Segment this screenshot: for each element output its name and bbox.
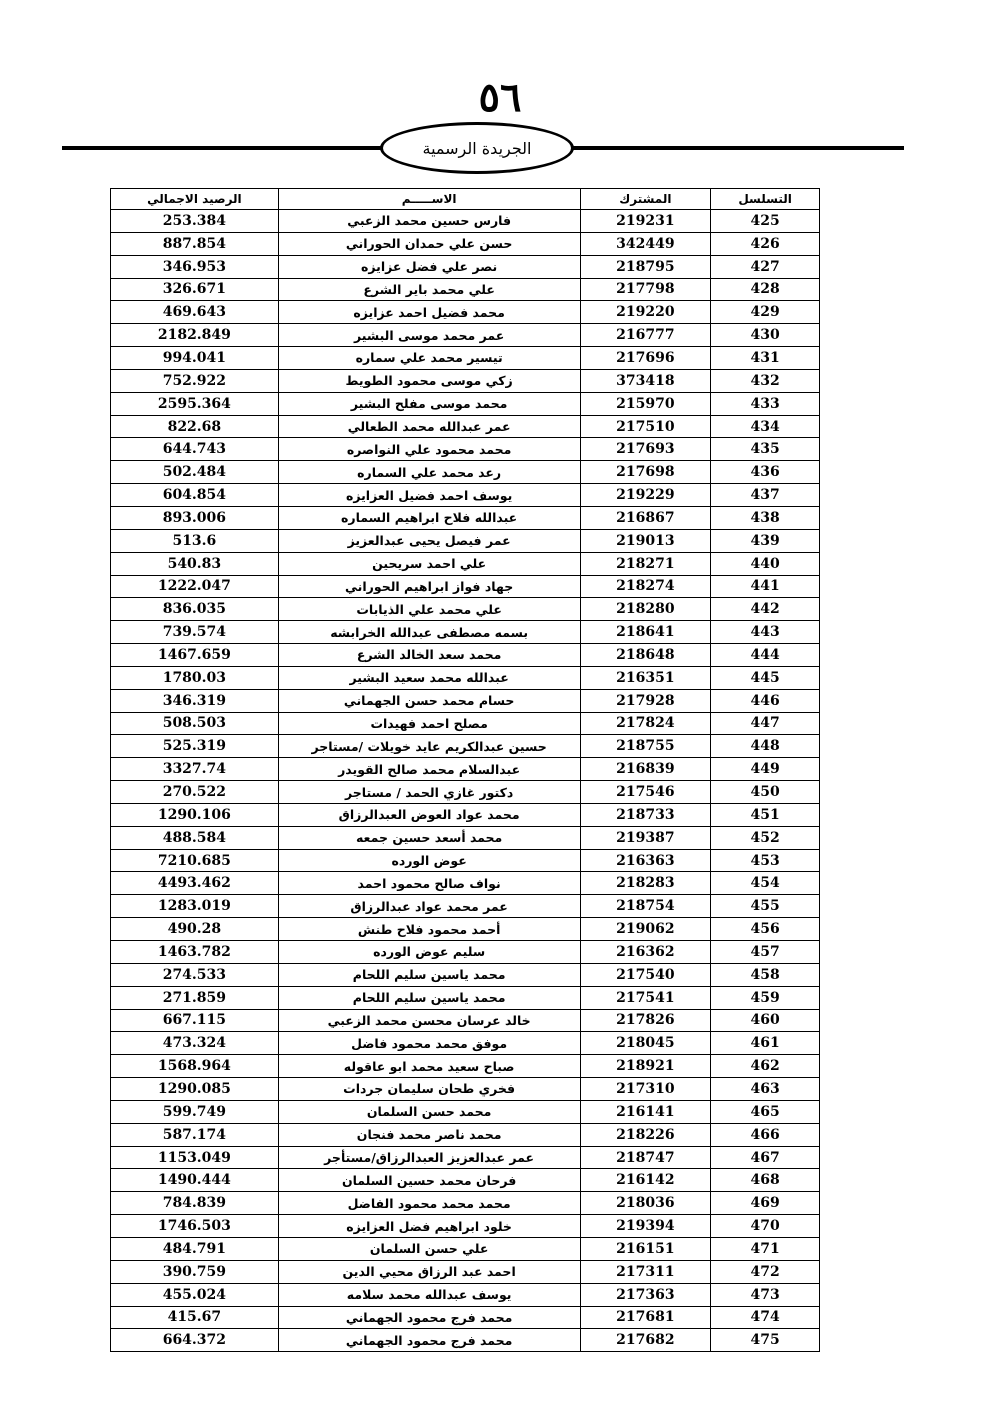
serial-cell: 456 [711, 918, 820, 941]
balance-cell: 346.953 [111, 255, 279, 278]
subscriber-cell: 219394 [580, 1215, 711, 1238]
subscriber-cell: 215970 [580, 392, 711, 415]
subscriber-cell: 218036 [580, 1192, 711, 1215]
balance-cell: 490.28 [111, 918, 279, 941]
serial-cell: 434 [711, 415, 820, 438]
table-row [111, 1329, 820, 1352]
balance-cell: 644.743 [111, 438, 279, 461]
serial-cell: 458 [711, 963, 820, 986]
serial-cell: 433 [711, 392, 820, 415]
serial-cell: 466 [711, 1123, 820, 1146]
name-cell: يوسف عبدالله محمد سلامه [278, 1283, 580, 1306]
name-cell: رعد محمد علي السماره [278, 461, 580, 484]
serial-cell: 443 [711, 621, 820, 644]
table-row [111, 941, 820, 964]
subscriber-cell: 219387 [580, 826, 711, 849]
subscriber-cell: 216351 [580, 666, 711, 689]
subscriber-cell: 216141 [580, 1100, 711, 1123]
balance-cell: 508.503 [111, 712, 279, 735]
table-row [111, 826, 820, 849]
name-cell: فارس حسين محمد الزعبي [278, 210, 580, 233]
serial-cell: 475 [711, 1329, 820, 1352]
serial-cell: 455 [711, 895, 820, 918]
column-header-balance: الرصيد الاجمالي [111, 189, 279, 210]
page-number: ٥٦ [478, 74, 522, 121]
name-cell: احمد عبد الرزاق محيي الدين [278, 1260, 580, 1283]
balance-cell: 7210.685 [111, 849, 279, 872]
serial-cell: 459 [711, 986, 820, 1009]
subscriber-cell: 218795 [580, 255, 711, 278]
serial-cell: 449 [711, 758, 820, 781]
table-row [111, 918, 820, 941]
table-row [111, 529, 820, 552]
balance-cell: 1780.03 [111, 666, 279, 689]
balance-cell: 587.174 [111, 1123, 279, 1146]
serial-cell: 427 [711, 255, 820, 278]
name-cell: حسين عبدالكريم عايد خويلات /مستاجر [278, 735, 580, 758]
serial-cell: 430 [711, 324, 820, 347]
gazette-title-oval [380, 122, 574, 174]
name-cell: عبدالله محمد سعيد البشير [278, 666, 580, 689]
serial-cell: 425 [711, 210, 820, 233]
table-row [111, 1260, 820, 1283]
name-cell: خالد عرسان محسن محمد الزعبي [278, 1009, 580, 1032]
name-cell: بسمه مصطفى عبدالله الخرابشه [278, 621, 580, 644]
table-row [111, 369, 820, 392]
name-cell: نصر علي فضل عزايزه [278, 255, 580, 278]
balance-cell: 1467.659 [111, 644, 279, 667]
gazette-title: الجريدة الرسمية [422, 138, 532, 158]
subscriber-cell: 216839 [580, 758, 711, 781]
table-row [111, 1169, 820, 1192]
balance-cell: 271.859 [111, 986, 279, 1009]
name-cell: محمد أسعد حسين جمعه [278, 826, 580, 849]
balance-cell: 488.584 [111, 826, 279, 849]
name-cell: محمد ياسين سليم اللحام [278, 963, 580, 986]
name-cell: أحمد محمود فلاح طنش [278, 918, 580, 941]
table-row [111, 895, 820, 918]
serial-cell: 448 [711, 735, 820, 758]
table-row [111, 278, 820, 301]
subscriber-cell: 219229 [580, 484, 711, 507]
subscriber-cell: 216151 [580, 1237, 711, 1260]
name-cell: زكي موسى محمود الطويط [278, 369, 580, 392]
name-cell: عمر عبدالعزيز العبدالرزاق/مستأجر [278, 1146, 580, 1169]
balance-cell: 455.024 [111, 1283, 279, 1306]
subscriber-cell: 217540 [580, 963, 711, 986]
serial-cell: 471 [711, 1237, 820, 1260]
subscriber-cell: 219062 [580, 918, 711, 941]
name-cell: عمر فيصل يحيى عبدالعزيز [278, 529, 580, 552]
serial-cell: 435 [711, 438, 820, 461]
name-cell: محمد ناصر محمد فنجان [278, 1123, 580, 1146]
serial-cell: 457 [711, 941, 820, 964]
balance-cell: 822.68 [111, 415, 279, 438]
table-row [111, 621, 820, 644]
subscriber-cell: 218641 [580, 621, 711, 644]
table-row [111, 552, 820, 575]
subscriber-cell: 217510 [580, 415, 711, 438]
balance-cell: 1290.085 [111, 1078, 279, 1101]
table-row [111, 301, 820, 324]
serial-cell: 472 [711, 1260, 820, 1283]
header-rule-right [572, 146, 904, 150]
subscriber-cell: 217824 [580, 712, 711, 735]
table-row [111, 666, 820, 689]
serial-cell: 438 [711, 506, 820, 529]
subscriber-cell: 218755 [580, 735, 711, 758]
name-cell: محمد موسى مفلح البشير [278, 392, 580, 415]
balance-cell: 2595.364 [111, 392, 279, 415]
table-row [111, 1237, 820, 1260]
table-row [111, 1192, 820, 1215]
table-row [111, 438, 820, 461]
subscriber-cell: 218733 [580, 803, 711, 826]
table-row [111, 484, 820, 507]
table-row [111, 392, 820, 415]
subscriber-cell: 342449 [580, 232, 711, 255]
table-row [111, 232, 820, 255]
subscriber-cell: 217696 [580, 347, 711, 370]
balance-cell: 1463.782 [111, 941, 279, 964]
name-cell: تيسير محمد علي سماره [278, 347, 580, 370]
balance-cell: 994.041 [111, 347, 279, 370]
balance-cell: 513.6 [111, 529, 279, 552]
balance-cell: 667.115 [111, 1009, 279, 1032]
table-row [111, 255, 820, 278]
table-row [111, 781, 820, 804]
subscribers-table [110, 188, 820, 1352]
name-cell: محمد سعد الخالد الشرع [278, 644, 580, 667]
name-cell: محمد فضيل احمد عزايزه [278, 301, 580, 324]
table-body [111, 210, 820, 1352]
table-row [111, 1283, 820, 1306]
balance-cell: 4493.462 [111, 872, 279, 895]
table-header-row [111, 189, 820, 210]
table-row [111, 506, 820, 529]
serial-cell: 445 [711, 666, 820, 689]
subscriber-cell: 218045 [580, 1032, 711, 1055]
balance-cell: 274.533 [111, 963, 279, 986]
name-cell: حسام محمد حسن الجهماني [278, 689, 580, 712]
serial-cell: 469 [711, 1192, 820, 1215]
subscriber-cell: 219013 [580, 529, 711, 552]
serial-cell: 463 [711, 1078, 820, 1101]
balance-cell: 752.922 [111, 369, 279, 392]
name-cell: عوض الورده [278, 849, 580, 872]
serial-cell: 474 [711, 1306, 820, 1329]
balance-cell: 540.83 [111, 552, 279, 575]
subscriber-cell: 373418 [580, 369, 711, 392]
table-row [111, 1146, 820, 1169]
table-row [111, 598, 820, 621]
table-row [111, 644, 820, 667]
serial-cell: 468 [711, 1169, 820, 1192]
subscriber-cell: 218226 [580, 1123, 711, 1146]
balance-cell: 1746.503 [111, 1215, 279, 1238]
serial-cell: 467 [711, 1146, 820, 1169]
balance-cell: 784.839 [111, 1192, 279, 1215]
serial-cell: 436 [711, 461, 820, 484]
subscriber-cell: 219220 [580, 301, 711, 324]
column-header-serial: التسلسل [711, 189, 820, 210]
serial-cell: 439 [711, 529, 820, 552]
name-cell: حسن علي حمدان الحوراني [278, 232, 580, 255]
balance-cell: 469.643 [111, 301, 279, 324]
balance-cell: 473.324 [111, 1032, 279, 1055]
balance-cell: 270.522 [111, 781, 279, 804]
balance-cell: 484.791 [111, 1237, 279, 1260]
subscriber-cell: 217928 [580, 689, 711, 712]
serial-cell: 461 [711, 1032, 820, 1055]
balance-cell: 3327.74 [111, 758, 279, 781]
serial-cell: 440 [711, 552, 820, 575]
subscriber-cell: 218283 [580, 872, 711, 895]
balance-cell: 664.372 [111, 1329, 279, 1352]
balance-cell: 346.319 [111, 689, 279, 712]
balance-cell: 253.384 [111, 210, 279, 233]
serial-cell: 429 [711, 301, 820, 324]
serial-cell: 454 [711, 872, 820, 895]
subscriber-cell: 216362 [580, 941, 711, 964]
table-row [111, 324, 820, 347]
name-cell: محمد فرج محمود الجهماني [278, 1306, 580, 1329]
name-cell: عبدالله فلاح ابراهيم السماره [278, 506, 580, 529]
subscriber-cell: 219231 [580, 210, 711, 233]
table-row [111, 1032, 820, 1055]
balance-cell: 502.484 [111, 461, 279, 484]
name-cell: دكتور غازي الحمد / مستاجر [278, 781, 580, 804]
subscriber-cell: 217693 [580, 438, 711, 461]
subscriber-cell: 218280 [580, 598, 711, 621]
subscriber-cell: 216363 [580, 849, 711, 872]
name-cell: عمر عبدالله محمد الطعالي [278, 415, 580, 438]
balance-cell: 893.006 [111, 506, 279, 529]
table-row [111, 803, 820, 826]
name-cell: يوسف احمد فضيل العزايزه [278, 484, 580, 507]
table-row [111, 1100, 820, 1123]
subscriber-cell: 217698 [580, 461, 711, 484]
balance-cell: 1222.047 [111, 575, 279, 598]
serial-cell: 431 [711, 347, 820, 370]
serial-cell: 446 [711, 689, 820, 712]
subscriber-cell: 217541 [580, 986, 711, 1009]
balance-cell: 599.749 [111, 1100, 279, 1123]
subscriber-cell: 217310 [580, 1078, 711, 1101]
column-header-subscriber: المشترك [580, 189, 711, 210]
balance-cell: 2182.849 [111, 324, 279, 347]
name-cell: محمد ياسين سليم اللحام [278, 986, 580, 1009]
balance-cell: 1290.106 [111, 803, 279, 826]
name-cell: فخري طحان سليمان جردات [278, 1078, 580, 1101]
subscriber-cell: 216142 [580, 1169, 711, 1192]
serial-cell: 452 [711, 826, 820, 849]
name-cell: محمد عواد العوض العبدالرزاق [278, 803, 580, 826]
subscriber-cell: 218754 [580, 895, 711, 918]
subscriber-cell: 217546 [580, 781, 711, 804]
balance-cell: 415.67 [111, 1306, 279, 1329]
serial-cell: 453 [711, 849, 820, 872]
serial-cell: 426 [711, 232, 820, 255]
balance-cell: 604.854 [111, 484, 279, 507]
serial-cell: 428 [711, 278, 820, 301]
subscriber-cell: 218648 [580, 644, 711, 667]
table-row [111, 575, 820, 598]
subscriber-cell: 217311 [580, 1260, 711, 1283]
name-cell: نواف صالح محمود احمد [278, 872, 580, 895]
subscriber-cell: 218921 [580, 1055, 711, 1078]
name-cell: علي حسن السلمان [278, 1237, 580, 1260]
table-row [111, 347, 820, 370]
name-cell: علي محمد باير الشرع [278, 278, 580, 301]
header-rule-left [62, 146, 388, 150]
serial-cell: 465 [711, 1100, 820, 1123]
balance-cell: 1283.019 [111, 895, 279, 918]
table-row [111, 758, 820, 781]
subscriber-cell: 217798 [580, 278, 711, 301]
name-cell: علي احمد سريحين [278, 552, 580, 575]
serial-cell: 460 [711, 1009, 820, 1032]
serial-cell: 451 [711, 803, 820, 826]
balance-cell: 887.854 [111, 232, 279, 255]
table-row [111, 210, 820, 233]
table-row [111, 1123, 820, 1146]
subscriber-cell: 217363 [580, 1283, 711, 1306]
balance-cell: 1153.049 [111, 1146, 279, 1169]
subscriber-cell: 218274 [580, 575, 711, 598]
table-row [111, 872, 820, 895]
table-row [111, 712, 820, 735]
name-cell: جهاد فواز ابراهيم الحوراني [278, 575, 580, 598]
serial-cell: 442 [711, 598, 820, 621]
name-cell: خلود ابراهيم فضل العزايزه [278, 1215, 580, 1238]
balance-cell: 390.759 [111, 1260, 279, 1283]
subscriber-cell: 218271 [580, 552, 711, 575]
serial-cell: 473 [711, 1283, 820, 1306]
table-row [111, 963, 820, 986]
subscriber-cell: 216777 [580, 324, 711, 347]
balance-cell: 326.671 [111, 278, 279, 301]
name-cell: محمد فرج محمود الجهماني [278, 1329, 580, 1352]
table-row [111, 461, 820, 484]
balance-cell: 739.574 [111, 621, 279, 644]
serial-cell: 441 [711, 575, 820, 598]
subscriber-cell: 217681 [580, 1306, 711, 1329]
table-row [111, 735, 820, 758]
table-row [111, 1215, 820, 1238]
name-cell: محمد محمد محمود الفاضل [278, 1192, 580, 1215]
table-row [111, 689, 820, 712]
table-row [111, 1009, 820, 1032]
serial-cell: 437 [711, 484, 820, 507]
name-cell: فرحان محمد حسين السلمان [278, 1169, 580, 1192]
name-cell: عمر محمد عواد عبدالرزاق [278, 895, 580, 918]
balance-cell: 525.319 [111, 735, 279, 758]
serial-cell: 444 [711, 644, 820, 667]
serial-cell: 470 [711, 1215, 820, 1238]
name-cell: صباح سعيد محمد ابو عاقوله [278, 1055, 580, 1078]
balance-cell: 1490.444 [111, 1169, 279, 1192]
name-cell: موفق محمد محمود فاضل [278, 1032, 580, 1055]
serial-cell: 462 [711, 1055, 820, 1078]
table-row [111, 1055, 820, 1078]
balance-cell: 1568.964 [111, 1055, 279, 1078]
name-cell: محمد محمود علي النواصره [278, 438, 580, 461]
table-row [111, 1078, 820, 1101]
subscriber-cell: 217826 [580, 1009, 711, 1032]
name-cell: مصلح احمد فهيدات [278, 712, 580, 735]
name-cell: محمد حسن السلمان [278, 1100, 580, 1123]
subscriber-cell: 218747 [580, 1146, 711, 1169]
subscriber-cell: 216867 [580, 506, 711, 529]
name-cell: سليم عوض الورده [278, 941, 580, 964]
table-row [111, 415, 820, 438]
table-row [111, 849, 820, 872]
balance-cell: 836.035 [111, 598, 279, 621]
table-row [111, 986, 820, 1009]
name-cell: علي محمد علي الذيابات [278, 598, 580, 621]
name-cell: عبدالسلام محمد صالح القويدر [278, 758, 580, 781]
subscriber-cell: 217682 [580, 1329, 711, 1352]
column-header-name: الاســـــم [278, 189, 580, 210]
serial-cell: 432 [711, 369, 820, 392]
serial-cell: 450 [711, 781, 820, 804]
serial-cell: 447 [711, 712, 820, 735]
table-row [111, 1306, 820, 1329]
name-cell: عمر محمد موسى البشير [278, 324, 580, 347]
